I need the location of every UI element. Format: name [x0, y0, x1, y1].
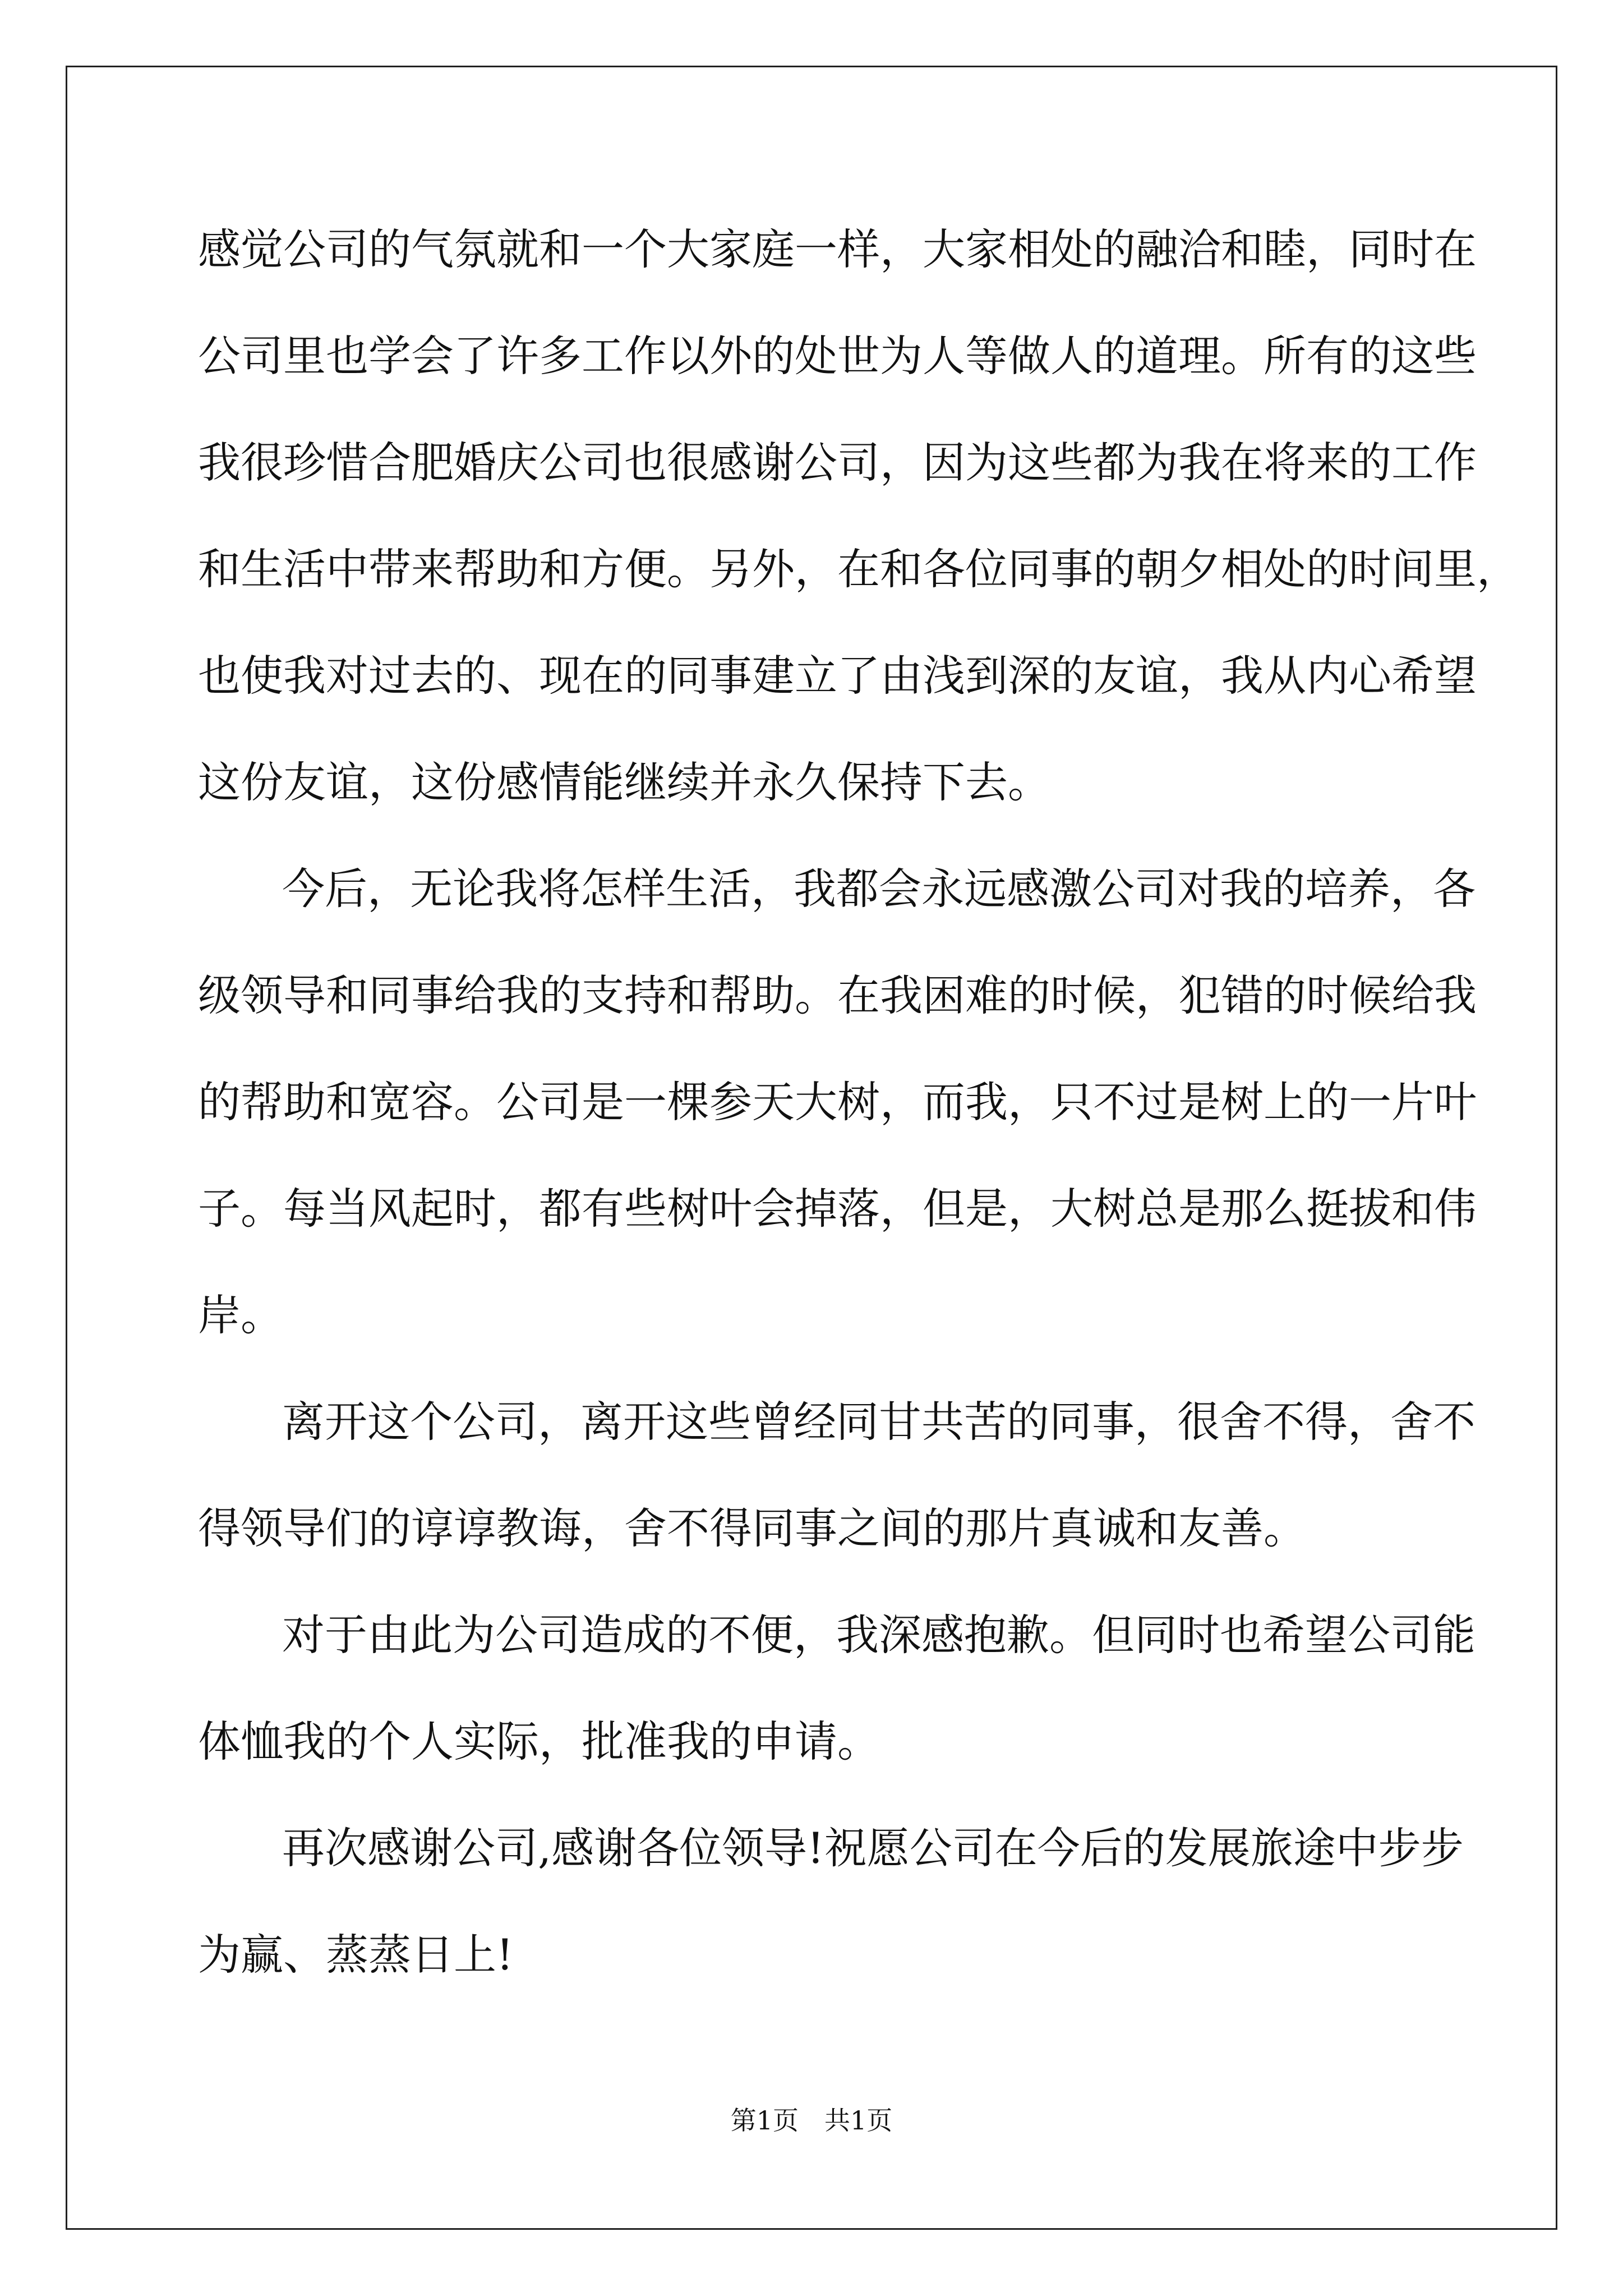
- paragraph-line: 我很珍惜合肥婚庆公司也很感谢公司，因为这些都为我在将来的工作: [198, 438, 1477, 487]
- page-number-footer: 第1页 共1页: [730, 2105, 893, 2136]
- paragraph-line: 感觉公司的气氛就和一个大家庭一样，大家相处的融洽和睦，同时在: [198, 224, 1477, 274]
- paragraph-line: 的帮助和宽容。公司是一棵参天大树，而我，只不过是树上的一片叶: [198, 1077, 1477, 1127]
- paragraph-line: 岸。: [198, 1290, 283, 1340]
- paragraph-line: 级领导和同事给我的支持和帮助。在我困难的时候，犯错的时候给我: [198, 970, 1477, 1020]
- document-body: [198, 213, 1519, 2025]
- paragraph-line: 这份友谊，这份感情能继续并永久保持下去。: [198, 757, 1050, 807]
- paragraph-line: 也使我对过去的、现在的同事建立了由浅到深的友谊，我从内心希望: [198, 651, 1477, 701]
- paragraph-line: 子。每当风起时，都有些树叶会掉落，但是，大树总是那么挺拔和伟: [198, 1184, 1477, 1234]
- paragraph-line: 得领导们的谆谆教诲，舍不得同事之间的那片真诚和友善。: [198, 1503, 1306, 1553]
- paragraph-line: 离开这个公司，离开这些曾经同甘共苦的同事，很舍不得，舍不: [282, 1397, 1476, 1447]
- paragraph-line: 再次感谢公司,感谢各位领导!祝愿公司在今后的发展旅途中步步: [282, 1823, 1464, 1873]
- paragraph-line: 体恤我的个人实际，批准我的申请。: [198, 1717, 880, 1766]
- paragraph-line: 公司里也学会了许多工作以外的处世为人等做人的道理。所有的这些: [198, 331, 1477, 381]
- paragraph-line: 对于由此为公司造成的不便，我深感抱歉。但同时也希望公司能: [282, 1610, 1476, 1660]
- paragraph-line: 今后，无论我将怎样生活，我都会永远感激公司对我的培养，各: [282, 864, 1476, 914]
- paragraph-line: 和生活中带来帮助和方便。另外，在和各位同事的朝夕相处的时间里，: [198, 544, 1519, 594]
- paragraph-line: 为赢、蒸蒸日上!: [198, 1930, 514, 1980]
